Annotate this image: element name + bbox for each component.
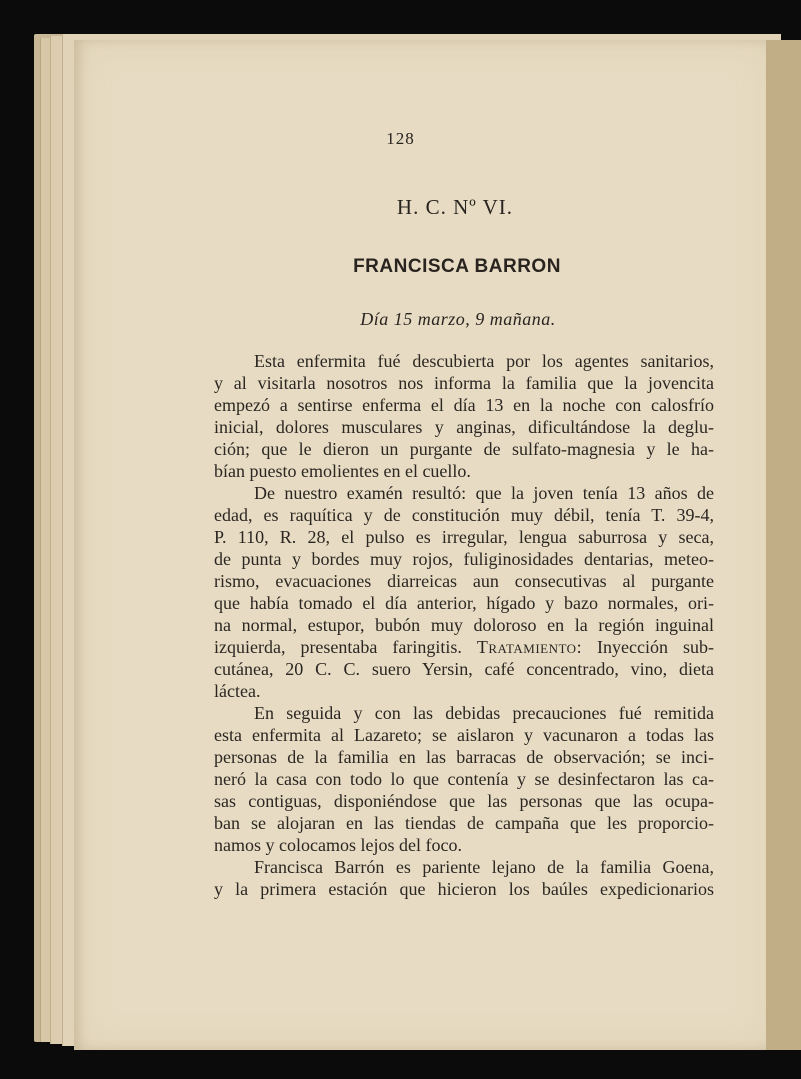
text-line: En seguida y con las debidas precauciones fué remitida [254, 703, 714, 723]
treatment-label: Tratamiento: [476, 637, 583, 657]
text-line-treatment [214, 636, 714, 658]
facing-page-edge [766, 40, 801, 1050]
text-line: rismo, evacuaciones diarreicas aun consecutivas al purgante [214, 571, 714, 591]
text-line: sas contiguas, disponiéndose que las personas que las ocupa- [214, 791, 714, 811]
text-line: inicial, dolores musculares y anginas, dificultándose la deglu- [214, 417, 714, 437]
text-line: que había tomado el día anterior, hígado y bazo normales, ori- [214, 593, 714, 613]
text-line: y la primera estación que hicieron los baúles expedicionarios [214, 879, 714, 899]
text-line: P. 110, R. 28, el pulso es irregular, lengua saburrosa y seca, [214, 527, 714, 547]
text-line: y al visitarla nosotros nos informa la familia que la jovencita [214, 373, 714, 393]
text-line: De nuestro examén resultó: que la joven tenía 13 años de [254, 483, 714, 503]
text-line: bían puesto emolientes en el cuello. [214, 461, 471, 481]
body-text [214, 350, 714, 900]
text-segment: izquierda, presentaba faringitis. [214, 637, 462, 657]
text-line: láctea. [214, 681, 261, 701]
text-line: Francisca Barrón es pariente lejano de la familia Goena, [254, 857, 714, 877]
text-line: Esta enfermita fué descubierta por los agentes sanitarios, [254, 351, 714, 371]
treatment-text: Inyección sub- [582, 637, 714, 657]
text-line: de punta y bordes muy rojos, fuliginosidades dentarias, meteo- [214, 549, 714, 569]
patient-name: FRANCISCA BARRON [353, 256, 561, 277]
text-line: edad, es raquítica y de constitución muy débil, tenía T. 39-4, [214, 505, 714, 525]
text-line: empezó a sentirse enferma el día 13 en la noche con calosfrío [214, 395, 714, 415]
text-line: ban se alojaran en las tiendas de campaña que les proporcio- [214, 813, 714, 833]
text-line: ción; que le dieron un purgante de sulfato-magnesia y le ha- [214, 439, 714, 459]
text-line: namos y colocamos lejos del foco. [214, 835, 462, 855]
page-number: 128 [386, 129, 415, 148]
text-line: esta enfermita al Lazareto; se aislaron y vacunaron a todas las [214, 725, 714, 745]
case-heading: H. C. Nº VI. [396, 195, 514, 219]
text-line: neró la casa con todo lo que contenía y se desinfectaron las ca- [214, 769, 714, 789]
text-line: na normal, estupor, bubón muy doloroso en la región inguinal [214, 615, 714, 635]
text-line: cutánea, 20 C. C. suero Yersin, café concentrado, vino, dieta [214, 659, 714, 679]
text-line: personas de la familia en las barracas de observación; se inci- [214, 747, 714, 767]
date-line: Día 15 marzo, 9 mañana. [360, 309, 556, 329]
